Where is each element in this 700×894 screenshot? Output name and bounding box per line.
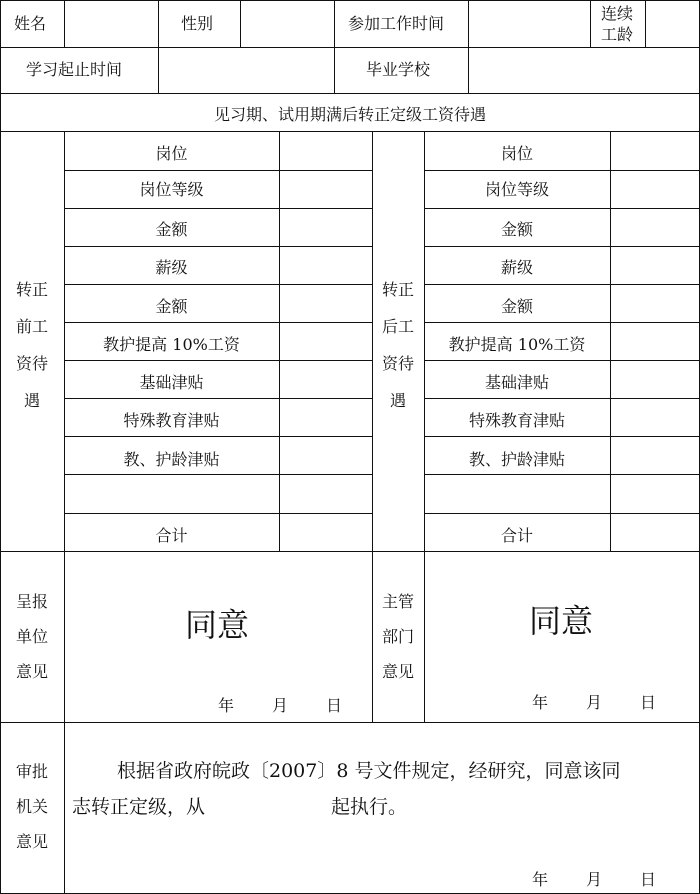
- rule: [279, 131, 280, 551]
- rule: [424, 170, 700, 171]
- before-row: 特殊教育津贴: [123, 411, 220, 430]
- approval-text-line2a: 志转正定级，从: [72, 796, 206, 818]
- name-label: 姓名: [14, 14, 47, 33]
- supervisor-opinion: 同意: [529, 602, 594, 640]
- rule: [64, 170, 372, 171]
- before-row: 薪级: [155, 258, 188, 277]
- rule: [424, 360, 700, 361]
- rule: [424, 513, 700, 514]
- after-row: 教、护龄津贴: [468, 450, 565, 469]
- rule: [64, 0, 65, 47]
- before-row: 教护提高 10%工资: [103, 335, 240, 354]
- rule: [424, 474, 700, 475]
- rule: [424, 284, 700, 285]
- rule: [64, 474, 372, 475]
- after-row: 金额: [500, 220, 533, 239]
- before-row: 岗位等级: [139, 180, 204, 199]
- rule: [0, 131, 700, 132]
- after-row: 特殊教育津贴: [468, 411, 565, 430]
- rule: [64, 208, 372, 209]
- supervisor-label: 主管部门意见: [381, 592, 414, 681]
- rule: [64, 360, 372, 361]
- study-period-label: 学习起止时间: [26, 60, 123, 79]
- reporting-opinion: 同意: [185, 606, 250, 644]
- rule: [158, 47, 159, 93]
- rule: [0, 93, 700, 94]
- rule: [0, 47, 700, 48]
- rule: [64, 284, 372, 285]
- before-row-total: 合计: [155, 526, 188, 545]
- before-row: 金额: [155, 297, 188, 316]
- before-label: 转正前工资待遇: [15, 280, 48, 410]
- after-row: 教护提高 10%工资: [448, 335, 586, 354]
- school-label: 毕业学校: [366, 60, 431, 79]
- rule: [64, 246, 372, 247]
- reporting-year: 年: [218, 696, 235, 715]
- rule: [0, 0, 1, 894]
- after-row: 薪级: [500, 258, 533, 277]
- supervisor-year: 年: [532, 693, 549, 712]
- rule: [372, 551, 373, 722]
- rule: [468, 47, 469, 93]
- rule: [0, 551, 700, 552]
- work-start-label: 参加工作时间: [348, 14, 445, 33]
- before-row: 教、护龄津贴: [123, 450, 220, 469]
- before-row: 金额: [155, 220, 188, 239]
- rule: [334, 47, 335, 93]
- reporting-month: 月: [272, 696, 289, 715]
- rule: [424, 246, 700, 247]
- rule: [64, 436, 372, 437]
- after-row: 金额: [500, 297, 533, 316]
- reporting-label: 呈报单位意见: [15, 592, 48, 681]
- rule: [424, 322, 700, 323]
- reporting-day: 日: [326, 696, 343, 715]
- rule: [468, 0, 469, 47]
- after-label: 转正后工资待遇: [381, 280, 414, 410]
- approval-text-line1: 根据省政府皖政〔2007〕8 号文件规定，经研究，同意该同: [117, 760, 621, 782]
- rule: [424, 398, 700, 399]
- section-title: 见习期、试用期满后转正定级工资待遇: [213, 105, 486, 124]
- after-row-total: 合计: [500, 526, 533, 545]
- before-row: 基础津贴: [139, 373, 204, 392]
- rule: [424, 208, 700, 209]
- rule: [645, 0, 646, 47]
- approval-label: 审批机关意见: [15, 762, 48, 851]
- rule: [64, 513, 372, 514]
- after-row: 岗位: [500, 144, 533, 163]
- rule: [0, 0, 700, 1]
- supervisor-month: 月: [586, 693, 603, 712]
- rule: [64, 551, 65, 894]
- before-row: 岗位: [155, 144, 188, 163]
- rule: [64, 322, 372, 323]
- approval-day: 日: [640, 870, 657, 889]
- rule: [334, 0, 335, 47]
- rule: [240, 0, 241, 47]
- gender-label: 性别: [181, 14, 214, 33]
- rule: [590, 0, 591, 47]
- after-row: 岗位等级: [484, 180, 549, 199]
- rule: [0, 722, 700, 723]
- approval-year: 年: [532, 870, 549, 889]
- rule: [372, 131, 373, 551]
- rule: [158, 0, 159, 47]
- approval-month: 月: [586, 870, 603, 889]
- rule: [64, 398, 372, 399]
- approval-text-line2b: 起执行。: [331, 796, 408, 818]
- seniority-label: 连续工龄: [600, 4, 633, 44]
- rule: [424, 551, 425, 722]
- supervisor-day: 日: [640, 693, 657, 712]
- rule: [610, 131, 611, 551]
- rule: [424, 436, 700, 437]
- after-row: 基础津贴: [484, 373, 549, 392]
